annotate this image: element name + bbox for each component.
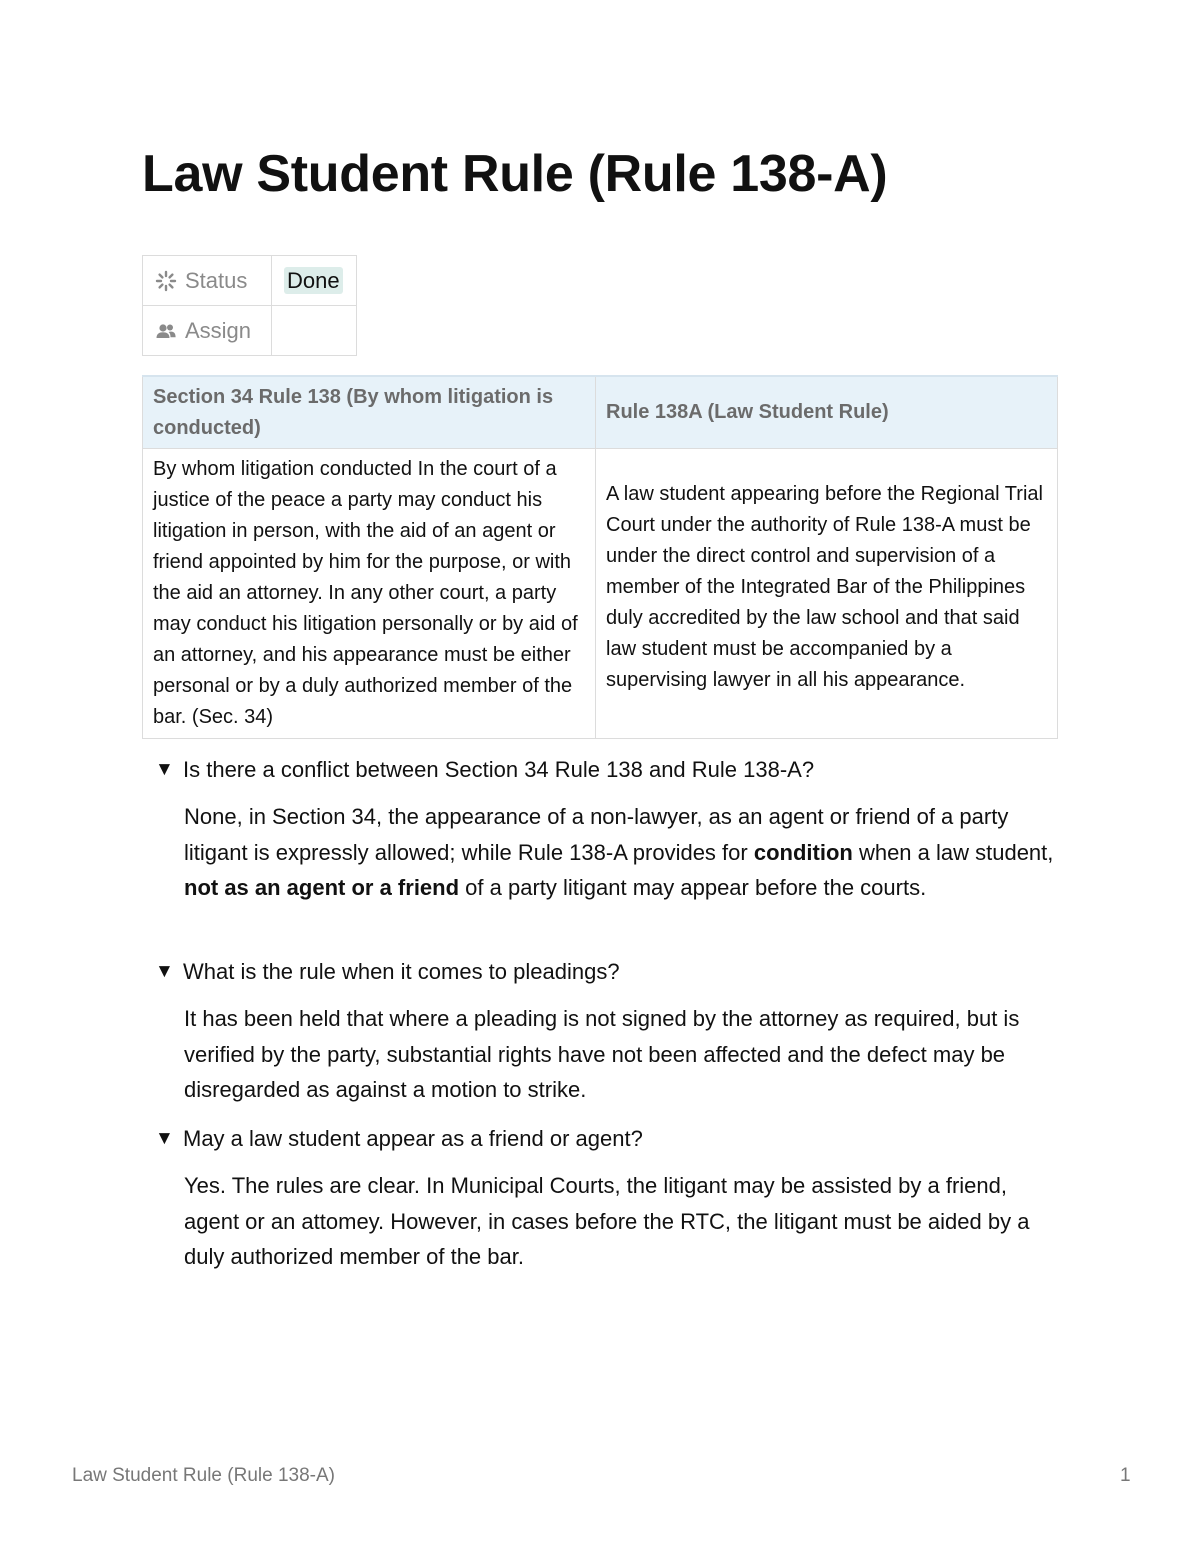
answer-bold-text: condition: [753, 839, 853, 865]
answer-text: when a law student,: [852, 839, 1054, 865]
comparison-table: [142, 375, 1058, 739]
toggle-block: [155, 753, 1056, 906]
property-value-cell[interactable]: [272, 256, 357, 306]
people-icon: [155, 320, 177, 342]
toggle-triangle-icon[interactable]: ▼: [155, 961, 174, 982]
table-cell: By whom litigation conducted In the court of a justice of the peace a party may conduct his litigation in person, with the aid of an agent or friend appointed by him for the purpose, or with the aid an attorney. In any other court, a party may conduct his litigation personally or by aid of an attorney, and his appearance must be either personal or by a duly authorized member of the bar. (Sec. 34): [143, 449, 596, 739]
table-header-cell: Rule 138A (Law Student Rule): [596, 376, 1058, 449]
table-cell: A law student appearing before the Regional Trial Court under the authority of Rule 138-A must be under the direct control and supervision of a member of the Integrated Bar of the Philippines duly accredited by the law school and that said law student must be accompanied by a supervising lawyer in all his appearance.: [596, 449, 1058, 739]
toggle-answer: [184, 799, 1056, 906]
status-badge[interactable]: Done: [284, 267, 343, 294]
toggle-answer: It has been held that where a pleading is not signed by the attorney as required, but is verified by the party, substantial rights have not been affected and the defect may be disregarded as against a motion to strike.: [184, 1006, 1020, 1102]
toggle-question: What is the rule when it comes to pleadings?: [183, 959, 620, 984]
answer-text: of a party litigant may appear before the courts.: [459, 875, 927, 900]
toggle-block: [155, 1122, 1056, 1275]
property-label-status: Status: [185, 267, 248, 293]
toggle-triangle-icon[interactable]: ▼: [155, 1128, 174, 1149]
property-row-status[interactable]: [143, 256, 357, 306]
property-key-cell: [143, 256, 272, 306]
footer-title: Law Student Rule (Rule 138-A): [72, 1465, 335, 1486]
toggle-header[interactable]: [155, 955, 1056, 989]
table-header-row: [143, 376, 1058, 449]
property-label-assign: Assign: [185, 317, 252, 343]
table-header-cell: Section 34 Rule 138 (By whom litigation is conducted): [143, 376, 596, 449]
page-title: Law Student Rule (Rule 138-A): [142, 145, 888, 203]
toggle-header[interactable]: [155, 1122, 1056, 1156]
toggle-question: Is there a conflict between Section 34 Rule 138 and Rule 138-A?: [183, 757, 815, 782]
property-row-assign[interactable]: [143, 306, 357, 356]
answer-bold-text: not as an agent or a friend: [184, 875, 460, 900]
status-icon: [155, 270, 177, 292]
toggle-triangle-icon[interactable]: ▼: [155, 759, 174, 780]
toggle-answer: Yes. The rules are clear. In Municipal Courts, the litigant may be assisted by a friend, agent or an attomey. However, in cases before the RTC, the litigant must be aided by a duly authorized member of the bar.: [184, 1173, 1030, 1269]
toggle-block: [155, 955, 1056, 1108]
table-row: [143, 449, 1058, 739]
toggle-header[interactable]: [155, 753, 1056, 787]
property-key-cell: [143, 306, 272, 356]
properties-table: [142, 255, 357, 356]
answer-text: None, in Section 34, the appearance of a non-lawyer, as an agent or friend of a party litigant is expressly allowed; while Rule 138-A provides for: [184, 804, 1009, 865]
assign-value-field[interactable]: [272, 306, 357, 356]
page-number: 1: [1120, 1465, 1131, 1486]
toggle-question: May a law student appear as a friend or agent?: [183, 1126, 643, 1151]
